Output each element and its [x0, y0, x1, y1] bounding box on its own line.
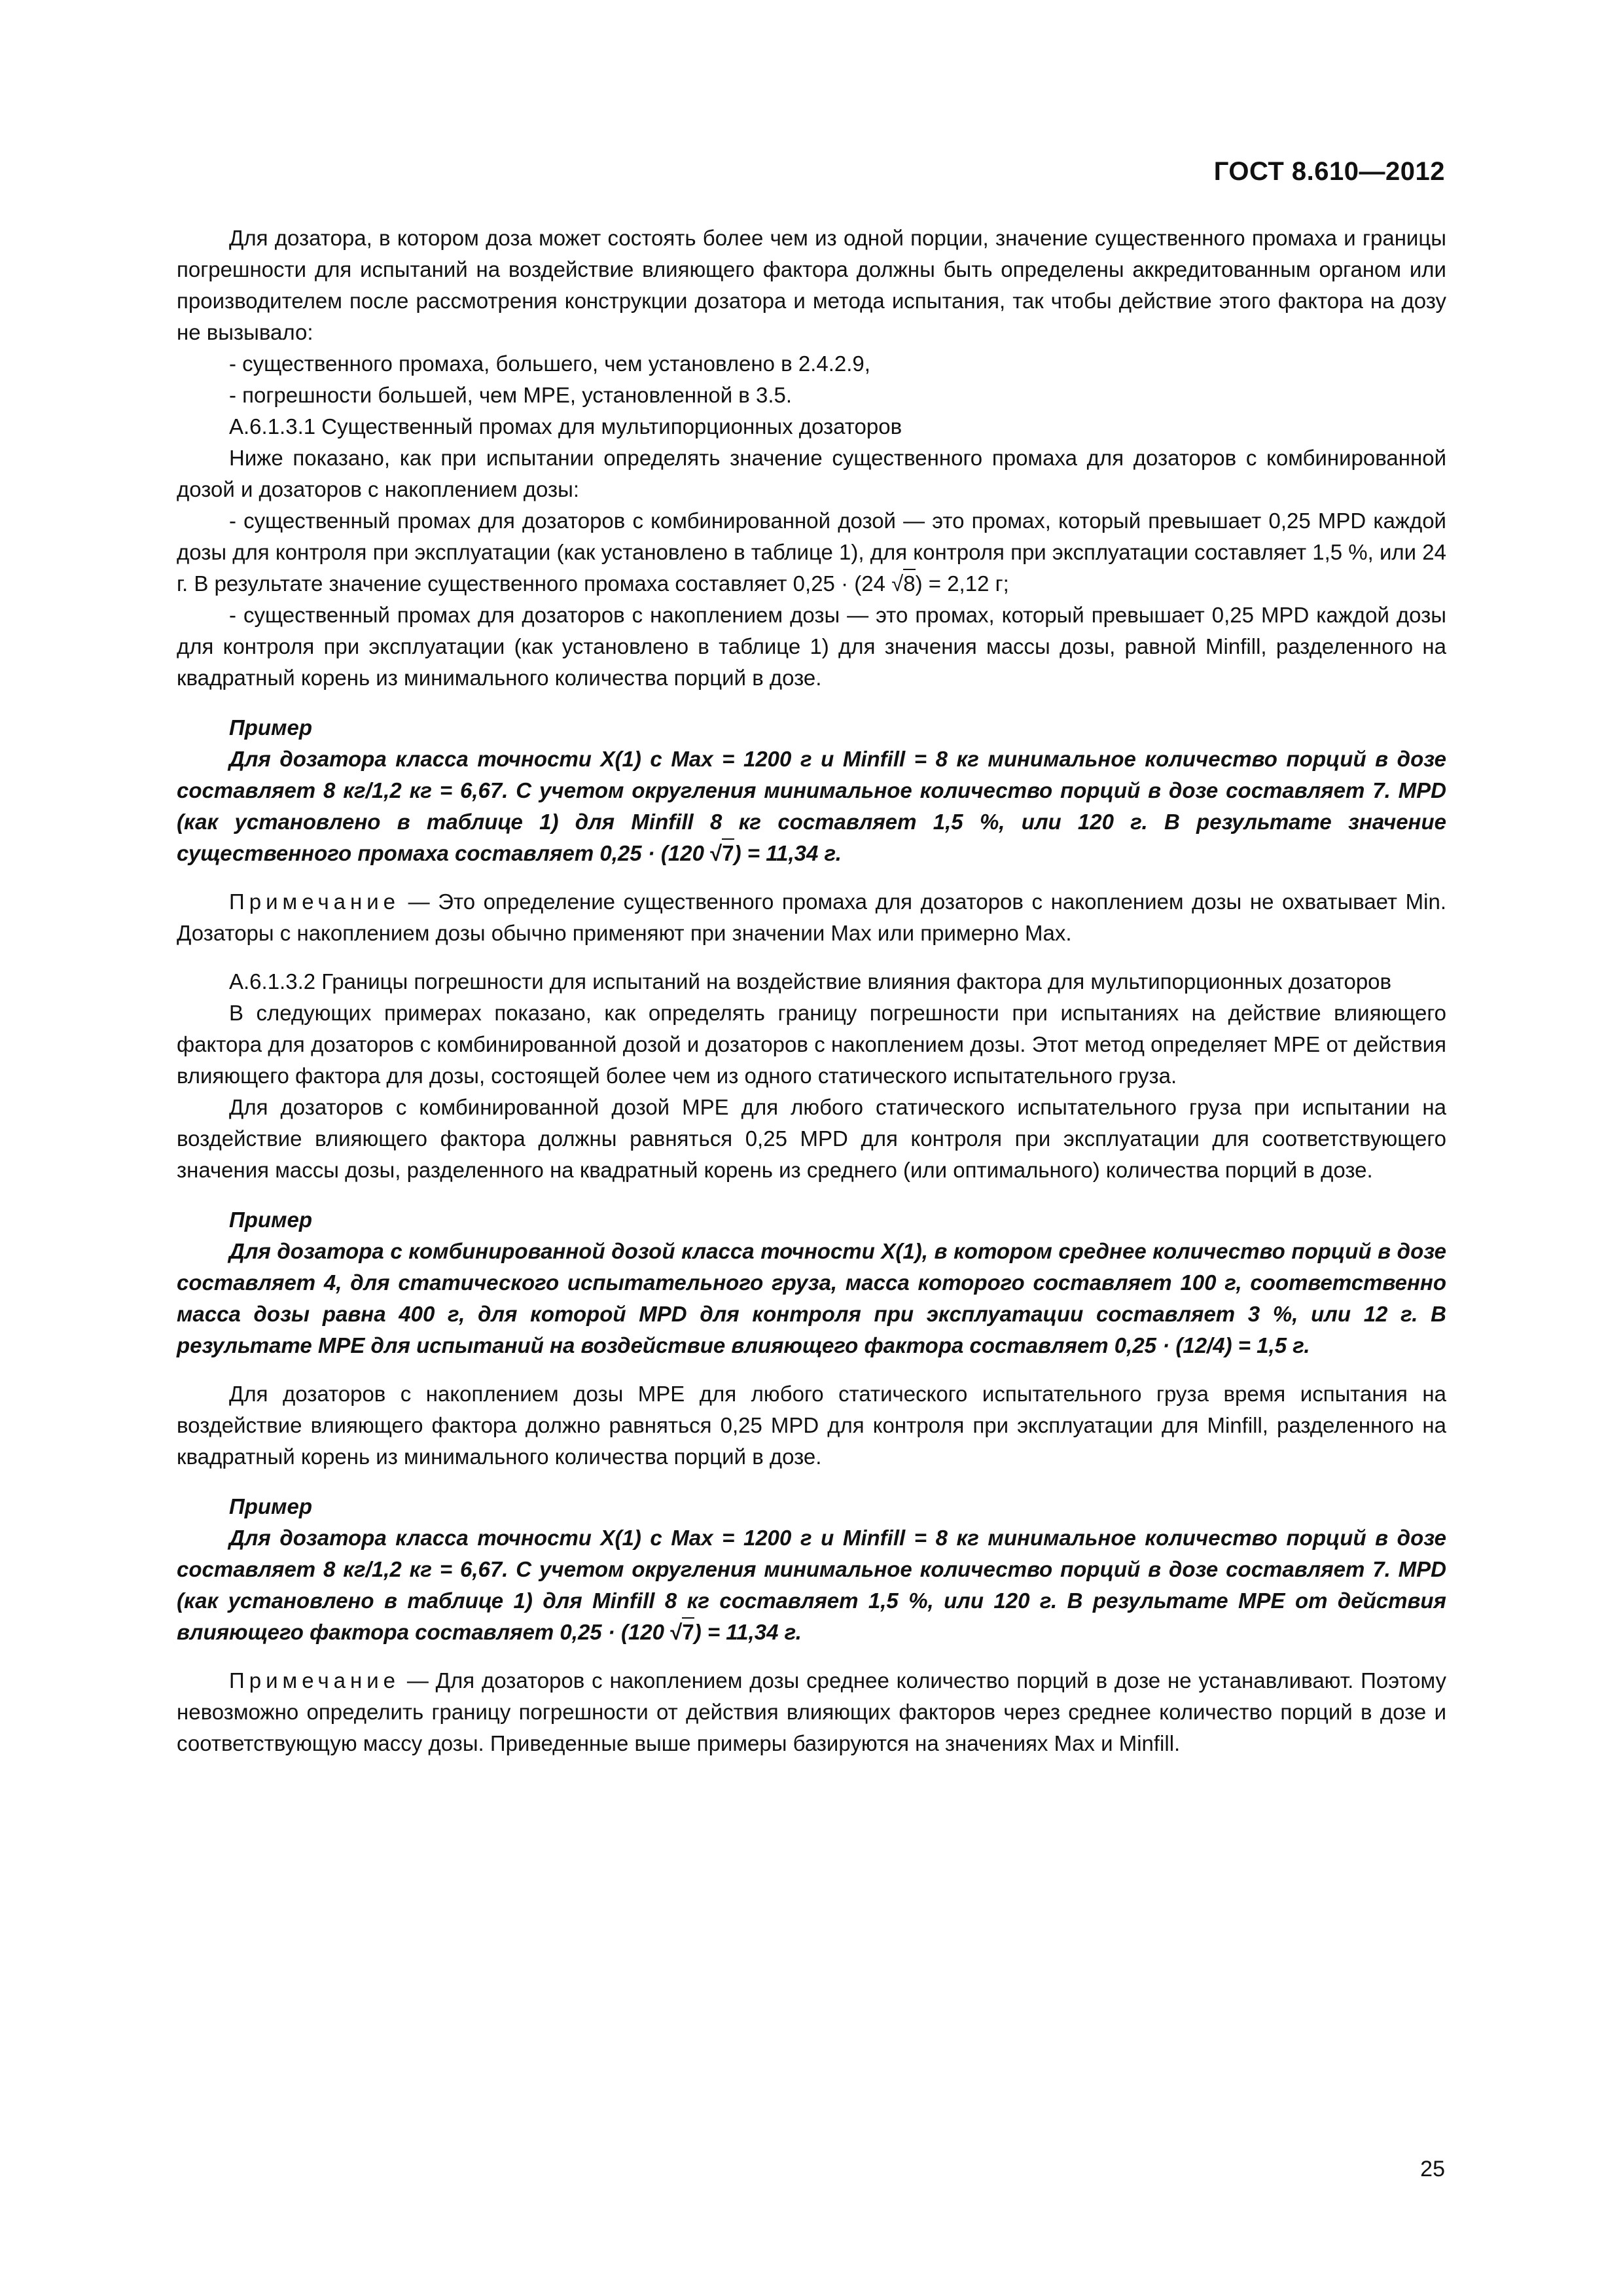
- example-text-part: Для дозатора класса точности X(1) с Max = 1200 г и Minfill = 8 кг минимальное количество порций в дозе составляет 8 кг/1,2 кг = 6,67. С учетом округления минимальное количество порций в дозе составляет 7. MPD (как установлено в таблице 1) для Minfill 8 кг составляет 1,5 %, или 120 г. В результате МРЕ от действия влияющего фактора составляет 0,25 · (120: [177, 1526, 1446, 1644]
- example-text-part: ) = 11,34 г.: [694, 1620, 802, 1644]
- section-heading-a61311: А.6.1.3.1 Существенный промах для мультипорционных дозаторов: [229, 414, 902, 439]
- paragraph-intro: Для дозатора, в котором доза может состоять более чем из одной порции, значение существенного промаха и границы погрешности для испытаний на воздействие влияющего фактора должны быть определены аккредитованным органом или производителем после рассмотрения конструкции дозатора и метода испытания, так чтобы действие этого фактора на дозу не вызывало:: [177, 226, 1446, 344]
- example-text-part: ) = 11,34 г.: [734, 841, 842, 865]
- sqrt-symbol: √7: [670, 1617, 694, 1644]
- sqrt-value: 7: [682, 1617, 694, 1644]
- example-text: Для дозатора с комбинированной дозой класса точности X(1), в котором среднее количество порций в дозе составляет 4, для статического испытательного груза, масса которого составляет 100 г, соответственно масса дозы равна 400 г, для которой MPD для контроля при эксплуатации составляет 3 %, или 12 г. В результате МРЕ для испытаний на воздействие влияющего фактора составляет 0,25 · (12/4) = 1,5 г.: [177, 1239, 1446, 1357]
- paragraph-combined-dose: [177, 505, 1446, 600]
- sqrt-value: 7: [722, 838, 734, 865]
- note-label: Примечание: [229, 1668, 401, 1693]
- section-heading-a61312: А.6.1.3.2 Границы погрешности для испытаний на воздействие влияния фактора для мультипорционных дозаторов: [229, 969, 1392, 994]
- paragraph: Для дозаторов с накоплением дозы МРЕ для любого статического испытательного груза время испытания на воздействие влияющего фактора должно равняться 0,25 MPD для контроля при эксплуатации для Minfill, разделенного на квадратный корень из минимального количества порций в дозе.: [177, 1382, 1446, 1469]
- sqrt-symbol: √8: [891, 569, 915, 596]
- page-number: 25: [1420, 2157, 1445, 2181]
- list-item: - погрешности большей, чем МРЕ, установленной в 3.5.: [229, 383, 793, 407]
- paragraph: Ниже показано, как при испытании определять значение существенного промаха для дозаторов с комбинированной дозой и дозаторов с накоплением дозы:: [177, 446, 1446, 501]
- note-text: — Это определение существенного промаха для дозаторов с накоплением дозы не охватывает Min. Дозаторы с накоплением дозы обычно применяют при значении Max или примерно Max.: [177, 889, 1446, 945]
- example-title: Пример: [229, 1494, 312, 1518]
- document-body: [177, 223, 1446, 1759]
- note: [177, 886, 1446, 949]
- note: [177, 1665, 1446, 1759]
- note-text: — Для дозаторов с накоплением дозы среднее количество порций в дозе не устанавливают. Поэтому невозможно определить границу погрешности от действия влияющих факторов через среднее количество порций в дозе и соответствующую массу дозы. Приведенные выше примеры базируются на значениях Max и Minfill.: [177, 1668, 1446, 1755]
- note-label: Примечание: [229, 889, 401, 914]
- paragraph-text: ) = 2,12 г;: [915, 571, 1009, 596]
- example-text-part: Для дозатора класса точности X(1) с Max = 1200 г и Minfill = 8 кг минимальное количество порций в дозе составляет 8 кг/1,2 кг = 6,67. С учетом округления минимальное количество порций в дозе составляет 7. MPD (как установлено в таблице 1) для Minfill 8 кг составляет 1,5 %, или 120 г. В результате значение существенного промаха составляет 0,25 · (120: [177, 747, 1446, 865]
- sqrt-value: 8: [903, 569, 915, 596]
- example-text: [177, 744, 1446, 869]
- example-title: Пример: [229, 1208, 312, 1232]
- example-title: Пример: [229, 715, 312, 740]
- paragraph: Для дозаторов с комбинированной дозой МРЕ для любого статического испытательного груза при испытании на воздействие влияющего фактора должны равняться 0,25 MPD для контроля при эксплуатации для соответствующего значения массы дозы, разделенного на квадратный корень из среднего (или оптимального) количества порций в дозе.: [177, 1095, 1446, 1182]
- paragraph: В следующих примерах показано, как определять границу погрешности при испытаниях на действие влияющего фактора для дозаторов с комбинированной дозой и дозаторов с накоплением дозы. Этот метод определяет МРЕ от действия влияющего фактора для дозы, состоящей более чем из одного статического испытательного груза.: [177, 1001, 1446, 1088]
- paragraph-accumulated-dose: - существенный промах для дозаторов с накоплением дозы — это промах, который превышает 0,25 MPD каждой дозы для контроля при эксплуатации (как установлено в таблице 1) для значения массы дозы, равной Minfill, разделенного на квадратный корень из минимального количества порций в дозе.: [177, 603, 1446, 690]
- paragraph-text: - существенный промах для дозаторов с комбинированной дозой — это промах, который превышает 0,25 MPD каждой дозы для контроля при эксплуатации (как установлено в таблице 1), для контроля при эксплуатации составляет 1,5 %, или 24 г. В результате значение существенного промаха составляет 0,25 · (24: [177, 509, 1446, 596]
- list-item: - существенного промаха, большего, чем установлено в 2.4.2.9,: [229, 351, 870, 376]
- example-text: [177, 1522, 1446, 1648]
- standard-header: ГОСТ 8.610—2012: [1213, 157, 1445, 186]
- sqrt-symbol: √7: [710, 838, 734, 865]
